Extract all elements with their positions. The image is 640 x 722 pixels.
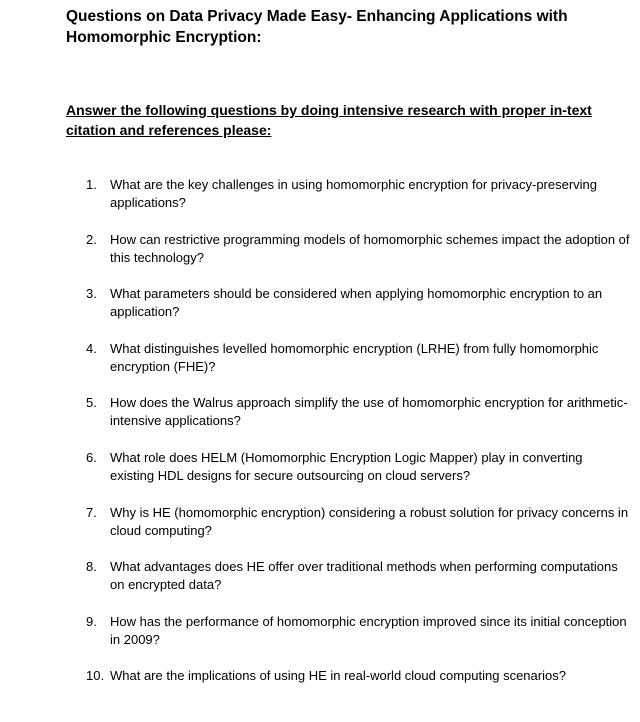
question-item [0, 394, 640, 449]
question-number: 1. [86, 177, 97, 192]
question-item [0, 176, 640, 231]
question-item [0, 340, 640, 395]
question-number: 5. [86, 395, 97, 411]
question-number: 4. [86, 340, 97, 356]
question-text: How has the performance of homomorphic encryption improved since its initial conception in 2009? [110, 613, 627, 647]
question-item [0, 231, 640, 286]
question-number: 2. [86, 231, 97, 247]
question-text: What parameters should be considered when applying homomorphic encryption to an application? [110, 286, 603, 320]
question-text: Why is HE (homomorphic encryption) considering a robust solution for privacy concerns in cloud computing? [110, 504, 629, 538]
question-item [0, 449, 640, 504]
question-item [0, 613, 640, 668]
question-number: 7. [86, 504, 97, 520]
question-number: 9. [86, 613, 97, 629]
question-text: How can restrictive programming models of homomorphic schemes impact the adoption of this technology? [110, 231, 630, 265]
question-text: What advantages does HE offer over traditional methods when performing computations on encrypted data? [110, 559, 618, 593]
question-number: 8. [86, 559, 97, 575]
question-item [0, 504, 640, 559]
question-number: 10. [86, 668, 105, 684]
question-text: What are the key challenges in using homomorphic encryption for privacy-preserving applications? [110, 177, 598, 210]
question-text: What role does HELM (Homomorphic Encryption Logic Mapper) play in converting existing HDL designs for secure outsourcing on cloud servers? [110, 449, 583, 483]
question-text: What are the implications of using HE in real-world cloud computing scenarios? [110, 668, 566, 684]
instruction-text: Answer the following questions by doing intensive research with proper in-text citation and references please: [66, 102, 592, 138]
question-number: 6. [86, 449, 97, 465]
question-text: How does the Walrus approach simplify the use of homomorphic encryption for arithmetic-intensive applications? [110, 395, 628, 429]
document-title: Questions on Data Privacy Made Easy- Enhancing Applications with Homomorphic Encryption: [66, 8, 568, 46]
question-item [0, 285, 640, 340]
question-text: What distinguishes levelled homomorphic encryption (LRHE) from fully homomorphic encryption (FHE)? [110, 340, 599, 374]
question-list [0, 176, 640, 722]
question-number: 3. [86, 286, 97, 302]
question-item [0, 558, 640, 613]
